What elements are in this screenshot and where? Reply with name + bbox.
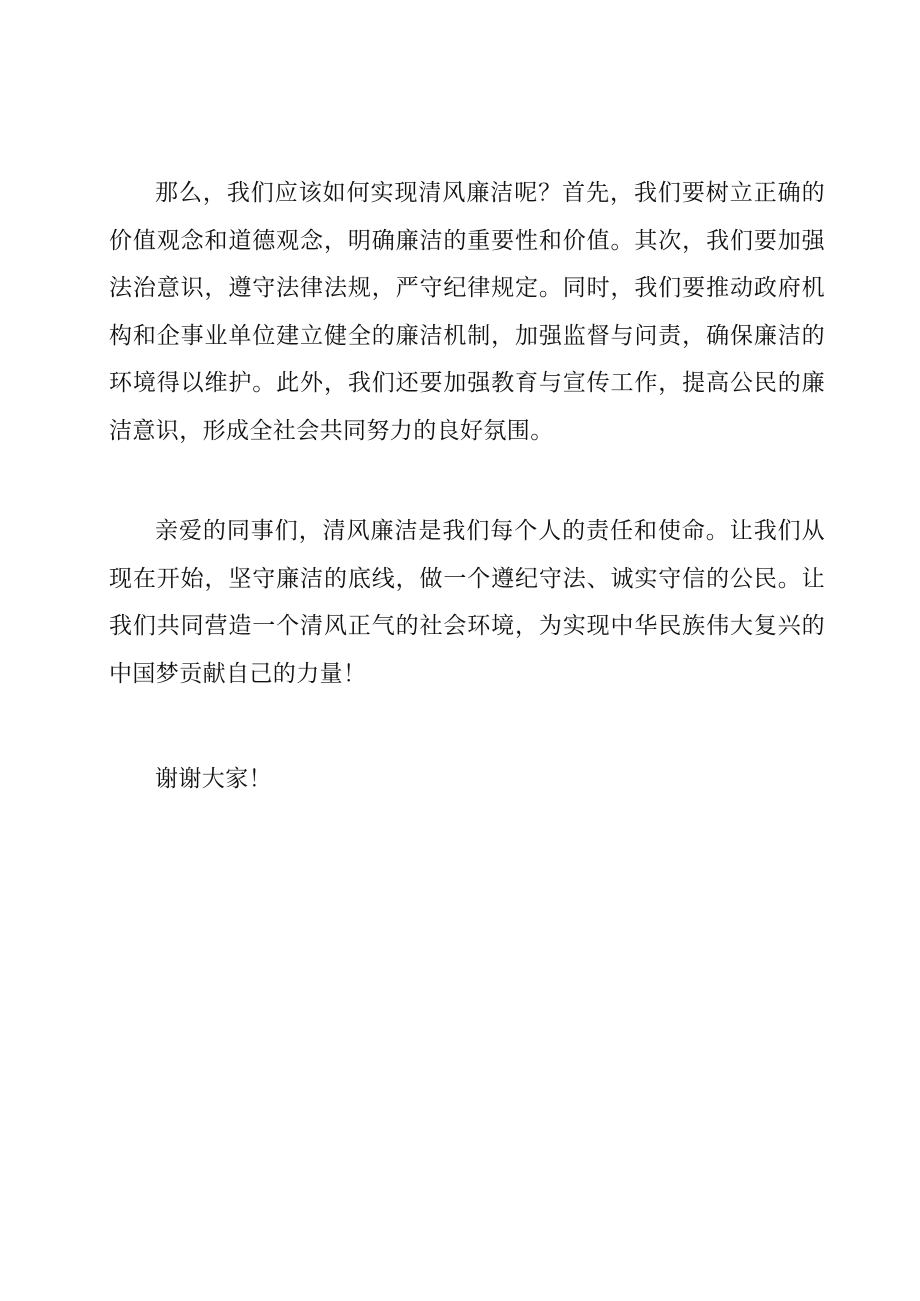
- closing-thanks: 谢谢大家！: [155, 766, 272, 792]
- body-paragraph-how-to-achieve-integrity: 那么，我们应该如何实现清风廉洁呢？首先，我们要树立正确的价值观念和道德观念，明确廉洁的重要性和价值。其次，我们要加强法治意识，遵守法律法规，严守纪律规定。同时，我们要推动政府机构和企事业单位建立健全的廉洁机制，加强监督与问责，确保廉洁的环境得以维护。此外，我们还要加强教育与宣传工作，提高公民的廉洁意识，形成全社会共同努力的良好氛围。: [109, 180, 825, 444]
- body-paragraph-call-to-colleagues: 亲爱的同事们，清风廉洁是我们每个人的责任和使命。让我们从现在开始，坚守廉洁的底线，做一个遵纪守法、诚实守信的公民。让我们共同营造一个清风正气的社会环境，为实现中华民族伟大复兴的中国梦贡献自己的力量！: [109, 518, 825, 687]
